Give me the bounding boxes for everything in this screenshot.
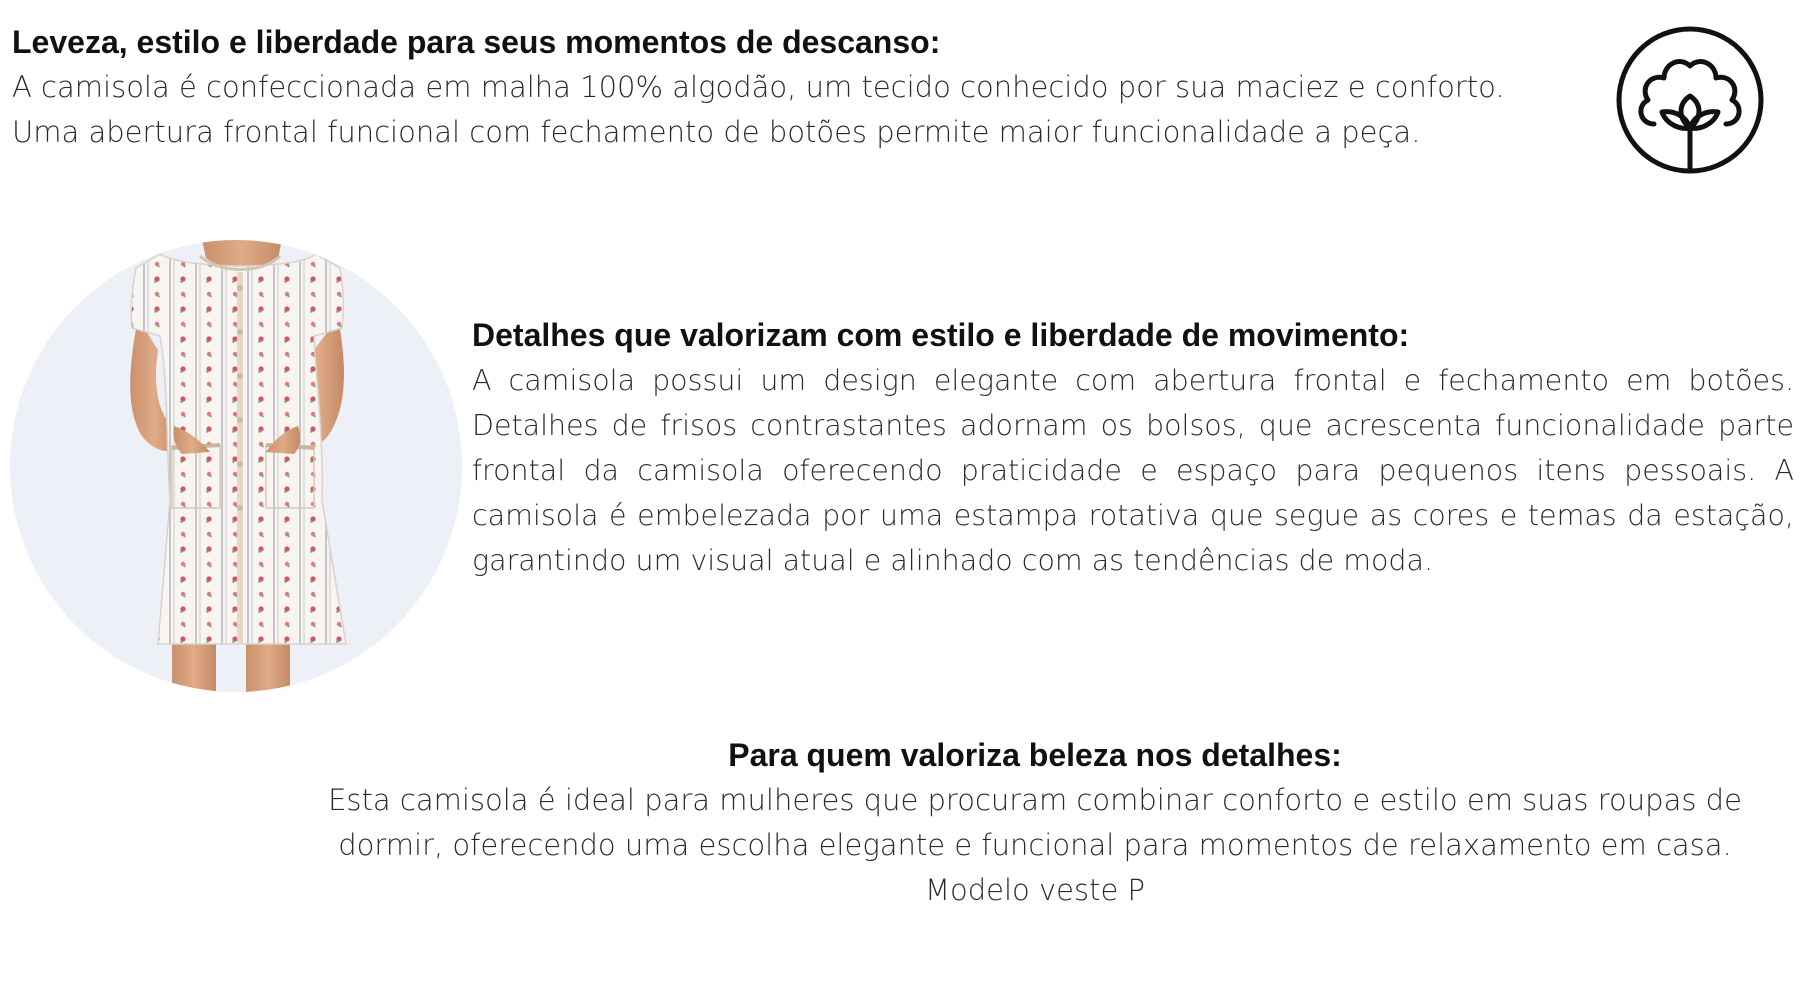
details-body: A camisola possui um design elegante com abertura frontal e fechamento em botões. Detalhes de frisos contrastantes adornam os bolsos, que acrescenta funcionalidade parte frontal da camisola oferecendo praticidade e espaço para pequenos itens pessoais. A camisola é embelezada por uma estampa rotativa que segue as cores e temas da estação, garantindo um visual atual e alinhado com as tendências de moda. bbox=[472, 364, 1794, 577]
model-size-note: Modelo veste P bbox=[924, 873, 1146, 907]
intro-section bbox=[12, 20, 1592, 155]
cotton-flower-icon bbox=[1614, 24, 1766, 176]
product-photo bbox=[10, 240, 462, 692]
intro-title: Leveza, estilo e liberdade para seus momentos de descanso: bbox=[12, 24, 941, 60]
details-title: Detalhes que valorizam com estilo e liberdade de movimento: bbox=[472, 317, 1410, 353]
intro-line-1: A camisola é confeccionada em malha 100% algodão, um tecido conhecido por sua maciez e conforto. bbox=[12, 70, 1505, 104]
intro-line-2: Uma abertura frontal funcional com fechamento de botões permite maior funcionalidade a peça. bbox=[12, 115, 1421, 149]
audience-section bbox=[290, 733, 1780, 913]
details-section bbox=[472, 313, 1794, 583]
audience-title: Para quem valoriza beleza nos detalhes: bbox=[728, 737, 1342, 773]
audience-body: Esta camisola é ideal para mulheres que procuram combinar conforto e estilo em suas roupas de dormir, oferecendo uma escolha elegante e funcional para momentos de relaxamento em casa. bbox=[328, 783, 1742, 862]
